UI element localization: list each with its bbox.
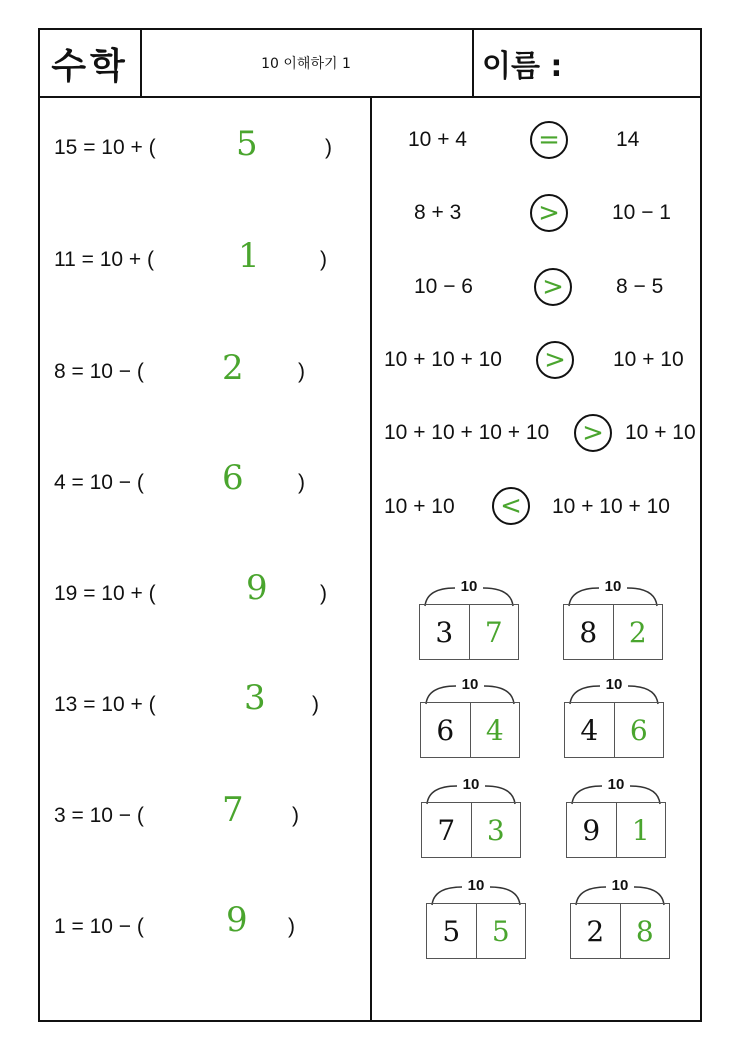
answer-8: 9 [226,900,248,940]
number-bond-2 [561,578,665,660]
bond-answer: 3 [486,813,505,847]
bond-box [570,903,670,959]
compare-right-3: 8 − 5 [616,275,664,298]
subject-title: 수학 [40,30,142,96]
compare-left-6: 10 + 10 [384,495,455,518]
worksheet [38,28,702,1022]
compare-left-3: 10 − 6 [414,275,473,298]
compare-left-5: 10 + 10 + 10 + 10 [384,421,550,444]
compare-right-4: 10 + 10 [613,348,684,371]
bond-total: 10 [462,776,480,793]
answer-3: 2 [222,348,244,388]
column-divider [370,96,372,1022]
compare-right-5: 10 + 10 [625,421,696,444]
equation-7: 3 = 10 − ( [54,804,144,827]
header-row [40,30,700,98]
compare-right-1: 14 [616,128,640,151]
bond-total: 10 [607,776,625,793]
bond-total: 10 [611,877,629,894]
close-paren-6: ) [312,693,319,716]
bond-answer: 8 [635,914,654,948]
close-paren-4: ) [298,471,305,494]
bond-box [564,702,664,758]
answer-7: 7 [222,790,244,830]
bond-total: 10 [604,578,622,595]
topic-title: 10 이해하기 1 [140,30,474,96]
bond-box [563,604,663,660]
number-bond-4 [562,676,666,758]
compare-right-6: 10 + 10 + 10 [552,495,670,518]
compare-symbol-5: > [574,414,612,452]
close-paren-1: ) [325,136,332,159]
number-bond-6 [564,776,668,858]
compare-left-2: 8 + 3 [414,201,462,224]
close-paren-8: ) [288,915,295,938]
close-paren-7: ) [292,804,299,827]
bond-answer: 4 [485,713,504,747]
compare-left-1: 10 + 4 [408,128,467,151]
bond-given: 5 [427,904,477,958]
bond-answer: 2 [628,615,647,649]
compare-right-2: 10 − 1 [612,201,671,224]
answer-1: 5 [236,124,258,164]
bond-box [420,702,520,758]
bond-given: 8 [564,605,614,659]
compare-symbol-1: = [530,121,568,159]
answer-2: 1 [238,236,260,276]
answer-6: 3 [244,678,266,718]
bond-given: 6 [421,703,471,757]
close-paren-3: ) [298,360,305,383]
bond-given: 9 [567,803,617,857]
equation-3: 8 = 10 − ( [54,360,144,383]
equation-4: 4 = 10 − ( [54,471,144,494]
number-bond-7 [424,877,528,959]
compare-symbol-2: > [530,194,568,232]
bond-answer: 1 [631,813,650,847]
equation-2: 11 = 10 + ( [54,248,155,271]
bond-box [419,604,519,660]
bond-total: 10 [460,578,478,595]
bond-box [566,802,666,858]
equation-8: 1 = 10 − ( [54,915,144,938]
bond-given: 3 [420,605,470,659]
close-paren-2: ) [320,248,327,271]
bond-total: 10 [467,877,485,894]
bond-total: 10 [605,676,623,693]
bond-answer: 7 [484,615,503,649]
bond-answer: 6 [629,713,648,747]
equation-5: 19 = 10 + ( [54,582,156,605]
bond-box [426,903,526,959]
bond-answer: 5 [491,914,510,948]
bond-given: 4 [565,703,615,757]
answer-4: 6 [222,458,244,498]
compare-symbol-4: > [536,341,574,379]
number-bond-5 [419,776,523,858]
answer-5: 9 [246,568,268,608]
number-bond-8 [568,877,672,959]
compare-symbol-3: > [534,268,572,306]
equation-1: 15 = 10 + ( [54,136,156,159]
compare-symbol-6: < [492,487,530,525]
number-bond-1 [417,578,521,660]
compare-left-4: 10 + 10 + 10 [384,348,502,371]
bond-total: 10 [461,676,479,693]
close-paren-5: ) [320,582,327,605]
number-bond-3 [418,676,522,758]
name-label: 이름 : [482,49,563,84]
bond-given: 2 [571,904,621,958]
bond-box [421,802,521,858]
bond-given: 7 [422,803,472,857]
equation-6: 13 = 10 + ( [54,693,156,716]
